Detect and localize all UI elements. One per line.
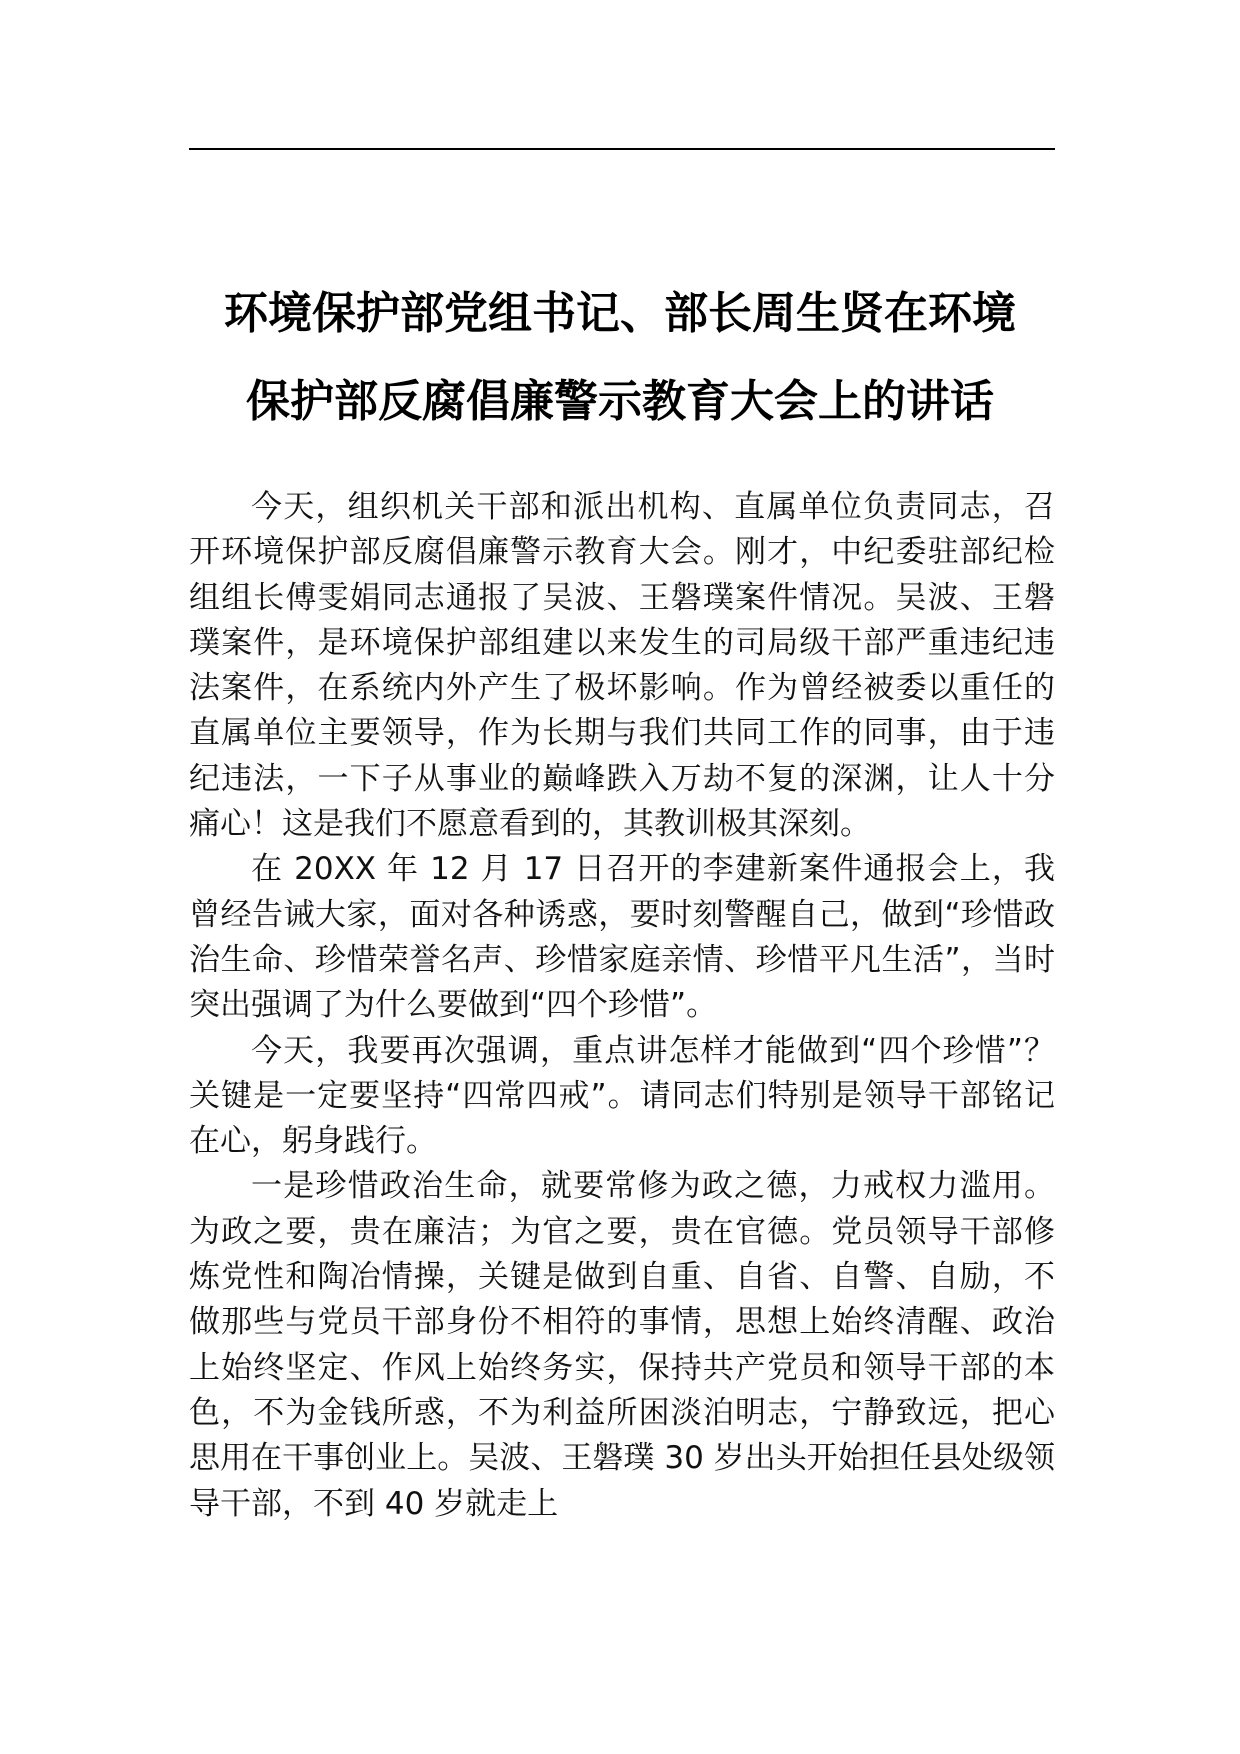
- title-line-1: 环境保护部党组书记、部长周生贤在环境: [224, 288, 1016, 339]
- document-body: [189, 485, 1055, 1527]
- paragraph-1: 今天，组织机关干部和派出机构、直属单位负责同志，召开环境保护部反腐倡廉警示教育大会。刚才，中纪委驻部纪检组组长傅雯娟同志通报了吴波、王磐璞案件情况。吴波、王磐璞案件，是环境保护部组建以来发生的司局级干部严重违纪违法案件，在系统内外产生了极坏影响。作为曾经被委以重任的直属单位主要领导，作为长期与我们共同工作的同事，由于违纪违法，一下子从事业的巅峰跌入万劫不复的深渊，让人十分痛心！这是我们不愿意看到的，其教训极其深刻。: [189, 489, 1055, 843]
- title-line-2: 保护部反腐倡廉警示教育大会上的讲话: [246, 376, 994, 427]
- paragraph-3: 今天，我要再次强调，重点讲怎样才能做到“四个珍惜”？关键是一定要坚持“四常四戒”。请同志们特别是领导干部铭记在心，躬身践行。: [189, 1032, 1055, 1160]
- header-rule: [189, 148, 1055, 150]
- paragraph-4: 一是珍惜政治生命，就要常修为政之德，力戒权力滥用。为政之要，贵在廉洁；为官之要，贵在官德。党员领导干部修炼党性和陶冶情操，关键是做到自重、自省、自警、自励，不做那些与党员干部身份不相符的事情，思想上始终清醒、政治上始终坚定、作风上始终务实，保持共产党员和领导干部的本色，不为金钱所惑，不为利益所困淡泊明志，宁静致远，把心思用在干事创业上。吴波、王磐璞 30 岁出头开始担任县处级领导干部，不到 40 岁就走上: [189, 1168, 1055, 1522]
- paragraph-2: 在 20XX 年 12 月 17 日召开的李建新案件通报会上，我曾经告诫大家，面对各种诱惑，要时刻警醒自己，做到“珍惜政治生命、珍惜荣誉名声、珍惜家庭亲情、珍惜平凡生活”，当时突出强调了为什么要做到“四个珍惜”。: [189, 851, 1055, 1024]
- document-title: [170, 270, 1070, 446]
